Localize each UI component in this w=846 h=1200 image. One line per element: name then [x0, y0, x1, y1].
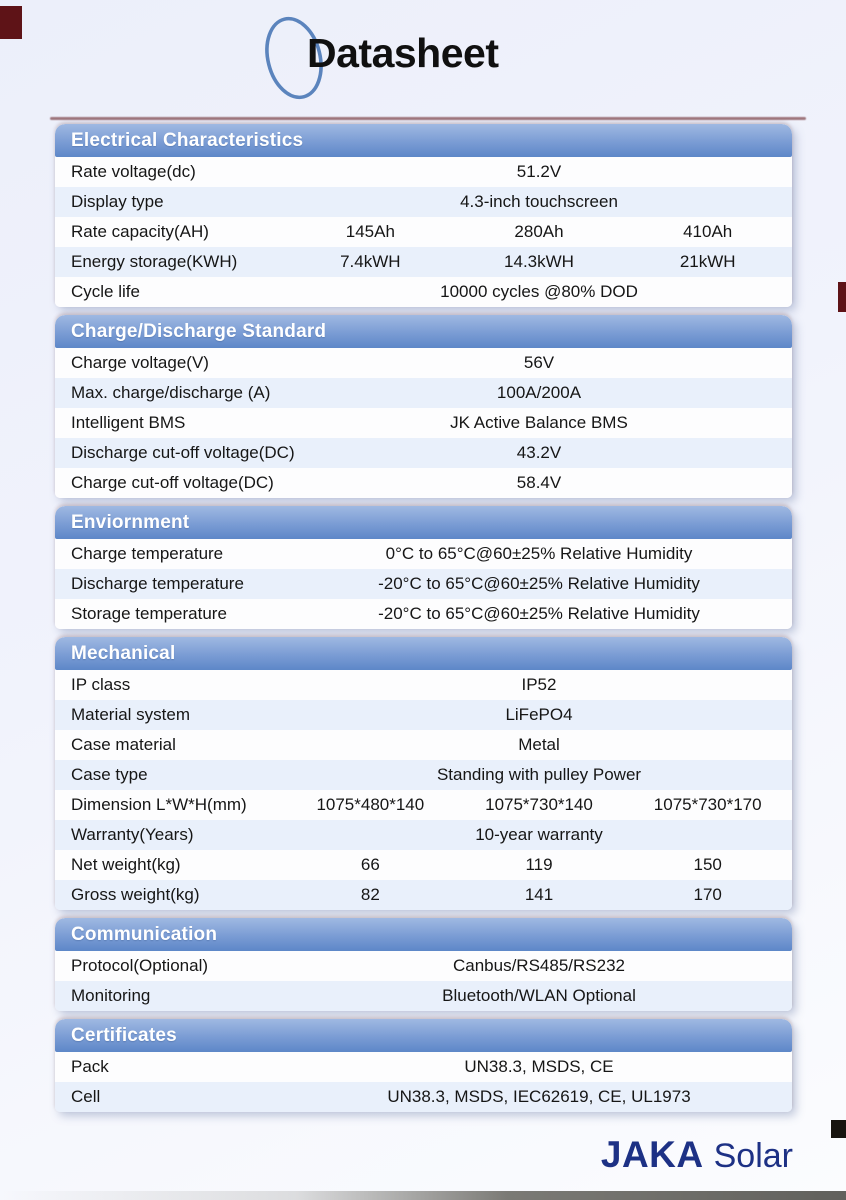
- section-card-5: [55, 1019, 792, 1112]
- spec-values: [286, 574, 792, 594]
- brand-logo: [601, 1134, 793, 1176]
- spec-label: Rate capacity(AH): [71, 222, 209, 241]
- spec-values: [286, 544, 792, 564]
- section-card-2: [55, 506, 792, 629]
- spec-value: 58.4V: [516, 473, 562, 492]
- spec-value: -20°C to 65°C@60±25% Relative Humidity: [378, 574, 700, 593]
- spec-values: [286, 252, 792, 272]
- section-header-5: [55, 1019, 792, 1052]
- spec-label: Discharge temperature: [71, 574, 244, 593]
- spec-row: [55, 468, 792, 498]
- spec-value: 51.2V: [516, 162, 562, 181]
- spec-value: Canbus/RS485/RS232: [452, 956, 625, 975]
- spec-row: [55, 408, 792, 438]
- spec-values: [286, 162, 792, 182]
- section-card-0: [55, 124, 792, 307]
- spec-row: [55, 539, 792, 569]
- spec-value: LiFePO4: [505, 705, 573, 724]
- section-card-3: [55, 637, 792, 910]
- spec-row: [55, 157, 792, 187]
- spec-row: [55, 599, 792, 629]
- spec-label: Charge voltage(V): [71, 353, 209, 372]
- brand-name-regular: Solar: [713, 1137, 793, 1175]
- spec-values: [286, 675, 792, 695]
- spec-label: Dimension L*W*H(mm): [71, 795, 247, 814]
- spec-value: -20°C to 65°C@60±25% Relative Humidity: [378, 604, 700, 623]
- spec-value: 0°C to 65°C@60±25% Relative Humidity: [385, 544, 693, 563]
- spec-value: 4.3-inch touchscreen: [460, 192, 618, 211]
- spec-values: [286, 353, 792, 373]
- spec-values: [286, 192, 792, 212]
- spec-sheet: [55, 124, 792, 1120]
- spec-value: 145Ah: [345, 222, 395, 241]
- spec-row: [55, 951, 792, 981]
- section-title: Enviornment: [71, 511, 190, 533]
- section-header-4: [55, 918, 792, 951]
- section-header-0: [55, 124, 792, 157]
- spec-values: [286, 885, 792, 905]
- section-header-3: [55, 637, 792, 670]
- spec-value: UN38.3, MSDS, CE: [464, 1057, 614, 1076]
- spec-row: [55, 880, 792, 910]
- spec-value: 100A/200A: [496, 383, 582, 402]
- spec-label: Case type: [71, 765, 148, 784]
- spec-label: Cycle life: [71, 282, 140, 301]
- spec-label: IP class: [71, 675, 131, 694]
- spec-value: 14.3kWH: [504, 252, 574, 271]
- spec-value: JK Active Balance BMS: [450, 413, 628, 432]
- photo-artifact-right-edge: [838, 282, 846, 312]
- spec-value: 150: [693, 855, 722, 874]
- spec-label: Protocol(Optional): [71, 956, 209, 975]
- spec-value: 410Ah: [683, 222, 733, 241]
- spec-values: [286, 705, 792, 725]
- spec-row: [55, 670, 792, 700]
- spec-label: Display type: [71, 192, 164, 211]
- section-header-2: [55, 506, 792, 539]
- spec-row: [55, 790, 792, 820]
- document-header: [0, 0, 846, 115]
- spec-value: 66: [360, 855, 380, 874]
- spec-label: Charge cut-off voltage(DC): [71, 473, 274, 492]
- spec-value: 7.4kWH: [340, 252, 401, 271]
- section-title: Charge/Discharge Standard: [71, 320, 327, 342]
- spec-label: Material system: [71, 705, 191, 724]
- spec-values: [286, 604, 792, 624]
- spec-values: [286, 1057, 792, 1077]
- spec-row: [55, 760, 792, 790]
- spec-value: Metal: [518, 735, 560, 754]
- spec-value: Standing with pulley Power: [436, 765, 642, 784]
- spec-row: [55, 569, 792, 599]
- photo-artifact-right-lower: [831, 1120, 846, 1138]
- spec-label: Charge temperature: [71, 544, 224, 563]
- spec-row: [55, 348, 792, 378]
- spec-values: [286, 735, 792, 755]
- spec-row: [55, 247, 792, 277]
- spec-values: [286, 986, 792, 1006]
- photo-artifact-crease-line: [50, 117, 806, 120]
- spec-values: [286, 383, 792, 403]
- section-title: Communication: [71, 923, 218, 945]
- spec-row: [55, 277, 792, 307]
- section-title: Mechanical: [71, 642, 176, 664]
- spec-value: 119: [525, 855, 553, 874]
- section-title: Electrical Characteristics: [71, 129, 304, 151]
- spec-row: [55, 378, 792, 408]
- spec-value: 10000 cycles @80% DOD: [440, 282, 638, 301]
- spec-row: [55, 850, 792, 880]
- spec-row: [55, 700, 792, 730]
- spec-label: Rate voltage(dc): [71, 162, 196, 181]
- spec-row: [55, 187, 792, 217]
- spec-values: [286, 282, 792, 302]
- spec-row: [55, 730, 792, 760]
- spec-values: [286, 795, 792, 815]
- spec-value: 280Ah: [514, 222, 564, 241]
- spec-value: 43.2V: [516, 443, 562, 462]
- spec-value: UN38.3, MSDS, IEC62619, CE, UL1973: [387, 1087, 691, 1106]
- spec-value: 56V: [523, 353, 555, 372]
- spec-value: IP52: [521, 675, 557, 694]
- spec-values: [286, 956, 792, 976]
- spec-value: 1075*730*140: [485, 795, 593, 814]
- section-header-1: [55, 315, 792, 348]
- spec-values: [286, 413, 792, 433]
- spec-label: Gross weight(kg): [71, 885, 200, 904]
- spec-label: Storage temperature: [71, 604, 227, 623]
- spec-value: 1075*730*170: [653, 795, 762, 814]
- spec-values: [286, 222, 792, 242]
- spec-row: [55, 438, 792, 468]
- spec-label: Intelligent BMS: [71, 413, 186, 432]
- spec-label: Net weight(kg): [71, 855, 181, 874]
- spec-value: 1075*480*140: [316, 795, 425, 814]
- brand-name-bold: JAKA: [600, 1134, 704, 1175]
- photo-artifact-bottom-strip: [0, 1191, 846, 1200]
- spec-label: Max. charge/discharge (A): [71, 383, 271, 402]
- section-card-4: [55, 918, 792, 1011]
- spec-values: [286, 443, 792, 463]
- spec-row: [55, 820, 792, 850]
- spec-row: [55, 981, 792, 1011]
- spec-value: 82: [360, 885, 380, 904]
- spec-row: [55, 1052, 792, 1082]
- spec-label: Warranty(Years): [71, 825, 194, 844]
- spec-values: [286, 765, 792, 785]
- spec-row: [55, 217, 792, 247]
- section-title: Certificates: [71, 1024, 177, 1046]
- spec-values: [286, 473, 792, 493]
- page-title: Datasheet: [307, 30, 499, 76]
- spec-label: Pack: [71, 1057, 109, 1076]
- spec-value: 141: [524, 885, 554, 904]
- spec-value: 21kWH: [679, 252, 736, 271]
- spec-label: Discharge cut-off voltage(DC): [71, 443, 295, 462]
- spec-label: Monitoring: [71, 986, 151, 1005]
- spec-values: [286, 825, 792, 845]
- spec-value: 10-year warranty: [475, 825, 603, 844]
- spec-label: Case material: [71, 735, 176, 754]
- spec-values: [286, 1087, 792, 1107]
- section-card-1: [55, 315, 792, 498]
- spec-value: 170: [693, 885, 722, 904]
- spec-value: Bluetooth/WLAN Optional: [442, 986, 636, 1005]
- spec-values: [286, 855, 792, 875]
- spec-row: [55, 1082, 792, 1112]
- spec-label: Energy storage(KWH): [71, 252, 238, 271]
- spec-label: Cell: [71, 1087, 101, 1106]
